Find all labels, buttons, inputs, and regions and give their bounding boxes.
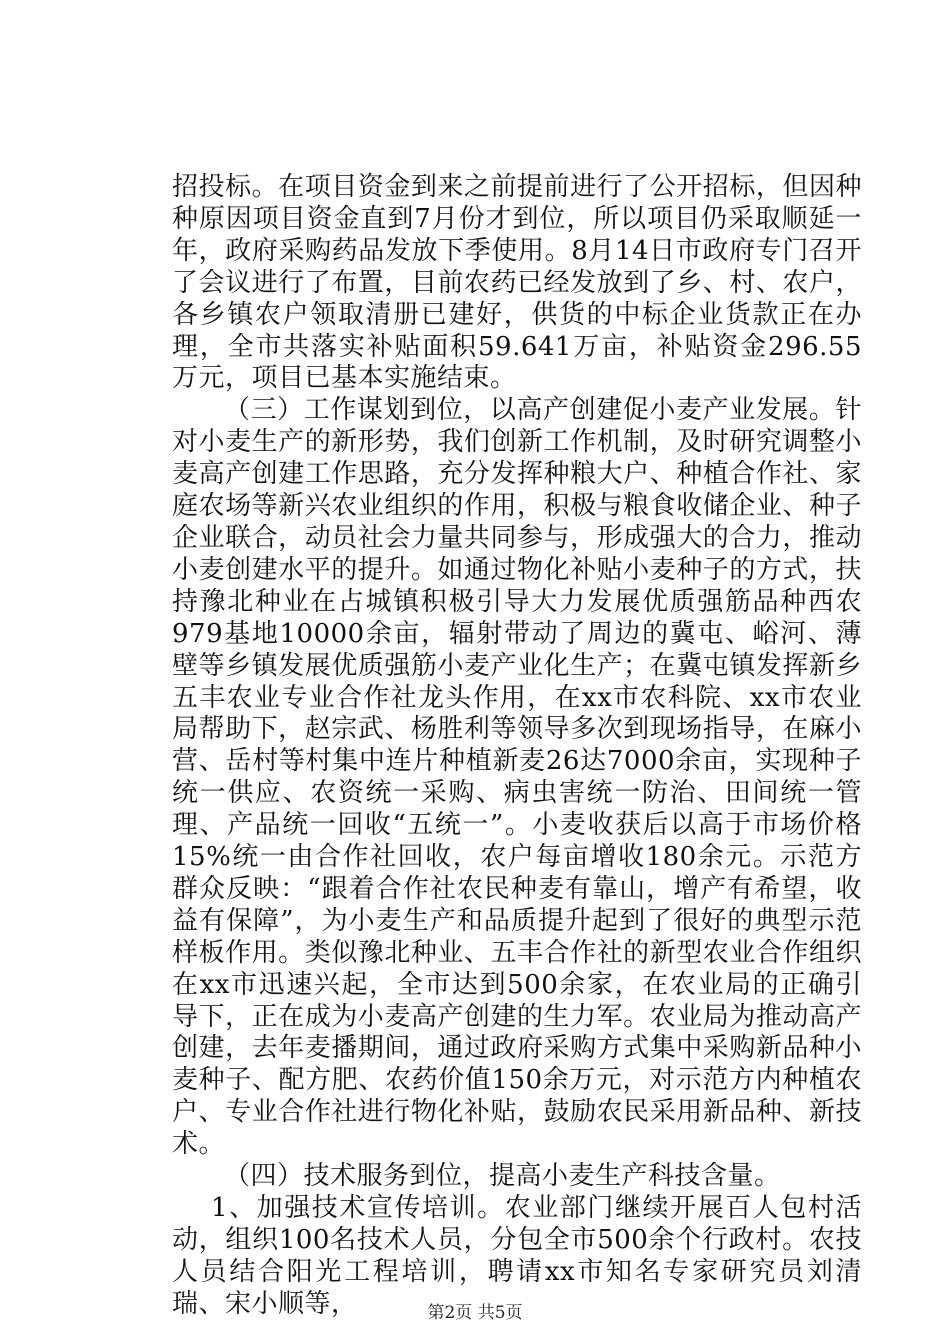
paragraph-section-4-heading: （四）技术服务到位，提高小麦生产科技含量。 xyxy=(224,1161,781,1192)
paragraph-section-3: （三）工作谋划到位，以高产创建促小麦产业发展。针对小麦生产的新形势，我们创新工作机制，及时研究调整小麦高产创建工作思路，充分发挥种粮大户、种植合作社、家庭农场等新兴农业组织的作用，积极与粮食收储企业、种子企业联合，动员社会力量共同参与，形成强大的合力，推动小麦创建水平的提升。如通过物化补贴小麦种子的方式，扶持豫北种业在占城镇积极引导大力发展优质强筋品种西农979基地10000余亩，辐射带动了周边的冀屯、峪河、薄壁等乡镇发展优质强筋小麦产业化生产；在冀屯镇发挥新乡五丰农业专业合作社龙头作用，在xx市农科院、xx市农业局帮助下，赵宗武、杨胜利等领导多次到现场指导，在麻小营、岳村等村集中连片种植新麦26达7000余亩，实现种子统一供应、农资统一采购、病虫害统一防治、田间统一管理、产品统一回收“五统一”。小麦收获后以高于市场价格15%统一由合作社回收，农户每亩增收180余元。示范方群众反映：“跟着合作社农民种麦有靠山，增产有希望，收益有保障”，为小麦生产和品质提升起到了很好的典型示范样板作用。类似豫北种业、五丰合作社的新型农业合作组织在xx市迅速兴起，全市达到500余家，在农业局的正确引导下，正在成为小麦高产创建的生力军。农业局为推动高产创建，去年麦播期间，通过政府采购方式集中采购新品种小麦种子、配方肥、农药价值150余万元，对示范方内种植农户、专业合作社进行物化补贴，鼓励农民采用新品种、新技术。 xyxy=(172,395,862,1160)
page-number-footer: 第2页 共5页 xyxy=(427,1303,523,1323)
paragraph-item-1: 1、加强技术宣传培训。农业部门继续开展百人包村活动，组织100名技术人员，分包全市500余个行政村。农技人员结合阳光工程培训，聘请xx市知名专家研究员刘清瑞、宋小顺等， xyxy=(172,1193,862,1319)
document-body xyxy=(172,172,862,1321)
paragraph-continuation: 招投标。在项目资金到来之前提前进行了公开招标，但因种种原因项目资金直到7月份才到位，所以项目仍采取顺延一年，政府采购药品发放下季使用。8月14日市政府专门召开了会议进行了布置，目前农药已经发放到了乡、村、农户，各乡镇农户领取清册已建好，供货的中标企业货款正在办理，全市共落实补贴面积59.641万亩，补贴资金296.55万元，项目已基本实施结束。 xyxy=(172,172,862,394)
